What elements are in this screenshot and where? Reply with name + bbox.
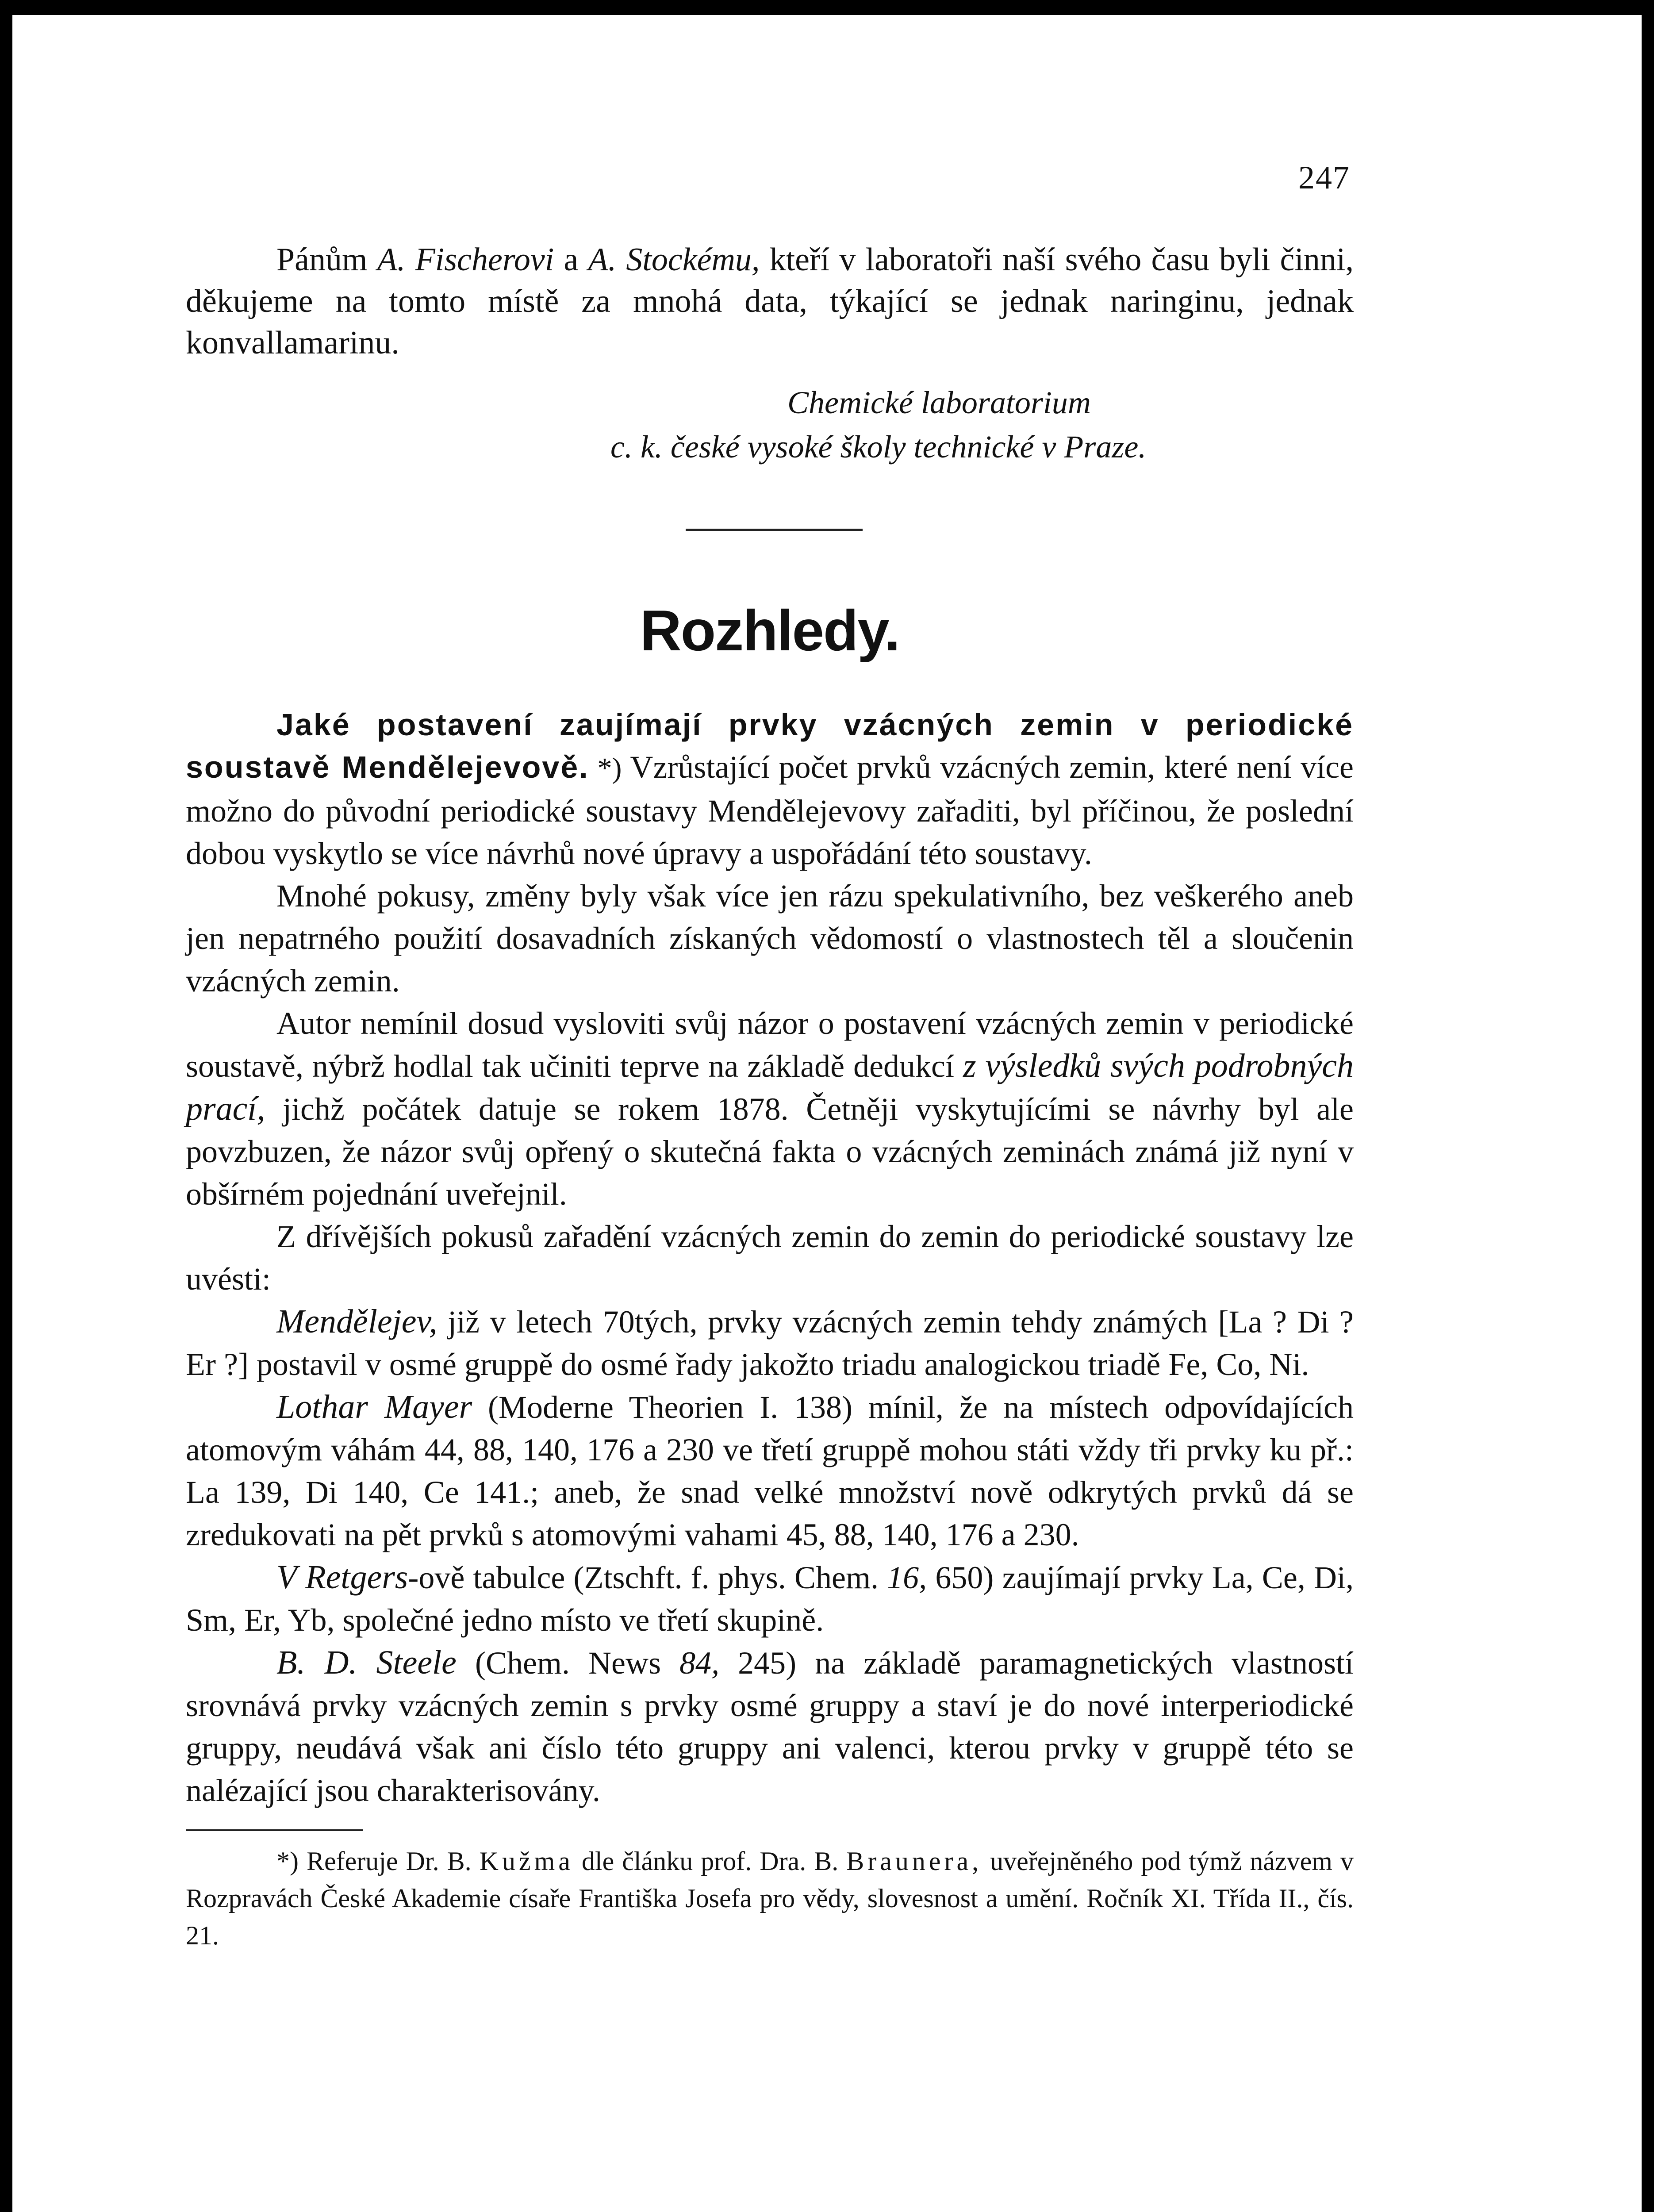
- footnote-part-a: *) Referuje Dr. B.: [276, 1847, 480, 1876]
- footnote-divider: [186, 1829, 363, 1831]
- footnote-part-b: dle článku prof. Dra. B.: [573, 1847, 847, 1876]
- name-steele: B. D. Steele: [276, 1644, 457, 1681]
- article: [186, 703, 1354, 1812]
- p8-part-b: 245) na základě paramagnetických vlastností srovnává prvky vzácných zemin s prvky osmé gruppy a staví je do nové interperiodické gruppy, neudává však ani číslo této gruppy ani valenci, kterou prvky v gruppě této se nalézající jsou charakterisovány.: [186, 1645, 1354, 1808]
- ack-lead: Pánům: [276, 242, 377, 278]
- footnote-part-c: uveřejněného pod týmž názvem v Rozpravách České Akademie císaře Františka Josefa pro vědy, slovesnost a umění. Ročník XI. Třída II., čís. 21.: [186, 1847, 1354, 1950]
- p8-volume: 84,: [679, 1645, 720, 1681]
- article-paragraph-1: [186, 703, 1354, 875]
- article-paragraph-6: [186, 1386, 1354, 1556]
- article-p1-text: Vzrůstající počet prvků vzácných zemin, které není více možno do původní periodické soustavy Mendělejevovy zařaditi, byl příčinou, že poslední dobou vyskytlo se více návrhů nové úpravy a uspořádání této soustavy.: [186, 749, 1354, 871]
- article-paragraph-5: [186, 1300, 1354, 1386]
- article-paragraph-8: [186, 1641, 1354, 1812]
- article-paragraph-3: [186, 1002, 1354, 1215]
- scan-border-top: [0, 0, 1654, 15]
- article-title: Jaké postavení zaujímají prvky vzácných zemin v periodické soustavě Mendělejevově.: [186, 707, 1354, 784]
- article-paragraph-4: Z dřívějších pokusů zařadění vzácných zemin do zemin do periodické soustavy lze uvésti:: [186, 1219, 1354, 1297]
- affiliation: [186, 380, 1354, 469]
- p6-text: (Moderne Theorien I. 138) mínil, že na místech odpovídajících atomovým váhám 44, 88, 140, 176 a 230 ve třetí gruppě mohou státi vždy tři prvky ku př.: La 139, Di 140, Ce 141.; aneb, že snad velké množství nově odkrytých prvků dá se zredukovati na pět prvků s atomovými vahami 45, 88, 140, 176 a 230.: [186, 1390, 1354, 1552]
- page-body: [186, 239, 1354, 1981]
- article-paragraph-2: Mnohé pokusy, změny byly však více jen rázu spekulativního, bez veškerého aneb jen nepatrného použití dosavadních získaných vědomostí o vlastnostech těl a sloučenin vzácných zemin.: [186, 878, 1354, 998]
- name-mendelejev: Mendělejev,: [276, 1303, 437, 1340]
- p7-part-a: -ově tabulce (Ztschft. f. phys. Chem.: [408, 1560, 887, 1595]
- section-heading: Rozhledy.: [640, 598, 900, 663]
- p8-part-a: (Chem. News: [456, 1645, 680, 1681]
- scan-border-left: [0, 0, 12, 2212]
- affiliation-line-1: Chemické laboratorium: [787, 385, 1091, 420]
- p7-part-b: 650) zaujímají prvky La, Ce, Di, Sm, Er, Yb, společné jedno místo ve třetí skupině.: [186, 1560, 1354, 1638]
- footnote-name-kuzma: Kužma: [479, 1847, 574, 1876]
- affiliation-line-2: c. k. české vysoké školy technické v Praze.: [610, 429, 1147, 465]
- name-retgers: V Retgers: [276, 1559, 408, 1596]
- section-divider: [686, 529, 863, 531]
- p7-volume: 16,: [887, 1560, 927, 1595]
- ack-name-fischer: A. Fischerovi: [377, 242, 554, 278]
- footnote-name-brauner: Braunera,: [846, 1847, 982, 1876]
- ack-name-stocky: A. Stockému,: [588, 242, 760, 278]
- p3-part-a: Autor nemínil dosud vysloviti svůj názor o postavení vzácných zemin v periodické soustavě, nýbrž hodlal tak učiniti teprve na základě dedukcí: [186, 1006, 1354, 1084]
- acknowledgement-paragraph: [186, 239, 1354, 364]
- article-paragraph-7: [186, 1556, 1354, 1641]
- name-lothar-mayer: Lothar Mayer: [276, 1388, 472, 1425]
- p3-italic: z výsledků svých podrobných prací,: [186, 1047, 1354, 1127]
- ack-rest: kteří v laboratoři naší svého času byli činni, děkujeme na tomto místě za mnohá data, týkající se jednak naringinu, jednak konvallamarinu.: [186, 242, 1354, 361]
- page-number: 247: [1298, 160, 1350, 196]
- footnote-marker: *): [589, 752, 630, 784]
- scan-border-right: [1642, 0, 1654, 2212]
- p5-text: již v letech 70tých, prvky vzácných zemin tehdy známých [La ? Di ? Er ?] postavil v osmé gruppě do osmé řady jakožto triadu analogickou triadě Fe, Co, Ni.: [186, 1304, 1354, 1382]
- ack-conjunction: a: [554, 242, 588, 278]
- footnote: [186, 1843, 1354, 1954]
- p3-part-b: jichž počátek datuje se rokem 1878. Četněji vyskytujícími se návrhy byl ale povzbuzen, že názor svůj opřený o skutečná fakta o vzácných zeminách známá již nyní v obšírném pojednání uveřejnil.: [186, 1091, 1354, 1212]
